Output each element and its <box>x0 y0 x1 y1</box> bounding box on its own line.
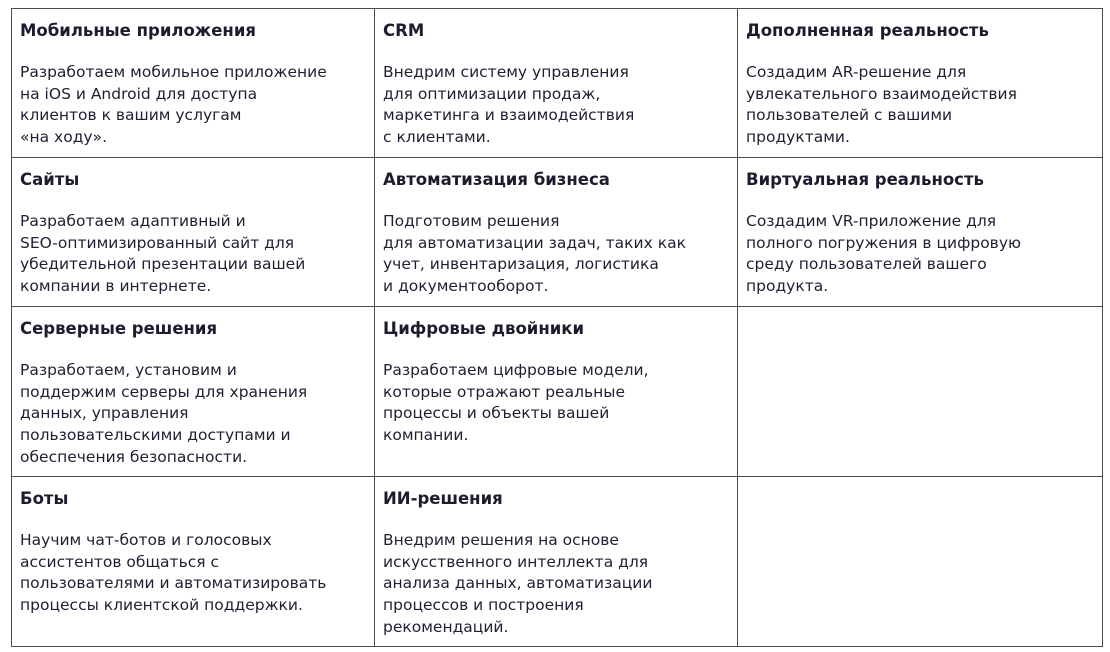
service-description: Внедрим систему управления для оптимизации продаж, маркетинга и взаимодействия с клиентами. <box>383 63 635 147</box>
table-row <box>12 9 1103 158</box>
service-cell-digital-twins <box>375 307 738 477</box>
service-title: Мобильные приложения <box>20 21 256 40</box>
service-title: Дополненная реальность <box>746 21 989 40</box>
service-title: Автоматизация бизнеса <box>383 170 610 189</box>
services-table <box>11 8 1103 647</box>
service-description: Разработаем мобильное приложение на iOS и Android для доступа клиентов к вашим услугам «на ходу». <box>20 63 327 147</box>
service-title: CRM <box>383 21 425 40</box>
service-cell-business-automation <box>375 158 738 307</box>
service-description: Подготовим решения для автоматизации задач, таких как учет, инвентаризация, логистика и документооборот. <box>383 212 686 296</box>
service-cell-websites <box>12 158 375 307</box>
service-title: ИИ-решения <box>383 489 503 508</box>
table-row <box>12 158 1103 307</box>
service-description: Разработаем, установим и поддержим серверы для хранения данных, управления пользовательскими доступами и обеспечения безопасности. <box>20 361 308 466</box>
service-description: Создадим VR-приложение для полного погружения в цифровую среду пользователей вашего продукта. <box>746 212 1022 296</box>
table-row <box>12 307 1103 477</box>
service-cell-augmented-reality <box>738 9 1103 158</box>
service-title: Серверные решения <box>20 319 218 338</box>
service-title: Цифровые двойники <box>383 319 585 338</box>
service-description: Разработаем цифровые модели, которые отражают реальные процессы и объекты вашей компании. <box>383 361 649 445</box>
empty-cell <box>738 477 1103 647</box>
service-cell-crm <box>375 9 738 158</box>
service-cell-server-solutions <box>12 307 375 477</box>
service-cell-mobile-apps <box>12 9 375 158</box>
service-description: Внедрим решения на основе искусственного интеллекта для анализа данных, автоматизации процессов и построения рекомендаций. <box>383 531 653 636</box>
service-cell-virtual-reality <box>738 158 1103 307</box>
service-title: Виртуальная реальность <box>746 170 984 189</box>
service-description: Научим чат-ботов и голосовых ассистентов общаться с пользователями и автоматизировать процессы клиентской поддержки. <box>20 531 327 615</box>
service-title: Боты <box>20 489 69 508</box>
service-description: Создадим AR-решение для увлекательного взаимодействия пользователей с вашими продуктами. <box>746 63 1017 147</box>
service-cell-bots <box>12 477 375 647</box>
service-cell-ai-solutions <box>375 477 738 647</box>
service-description: Разработаем адаптивный и SEO-оптимизированный сайт для убедительной презентации вашей компании в интернете. <box>20 212 306 296</box>
empty-cell <box>738 307 1103 477</box>
table-row <box>12 477 1103 647</box>
service-title: Сайты <box>20 170 80 189</box>
